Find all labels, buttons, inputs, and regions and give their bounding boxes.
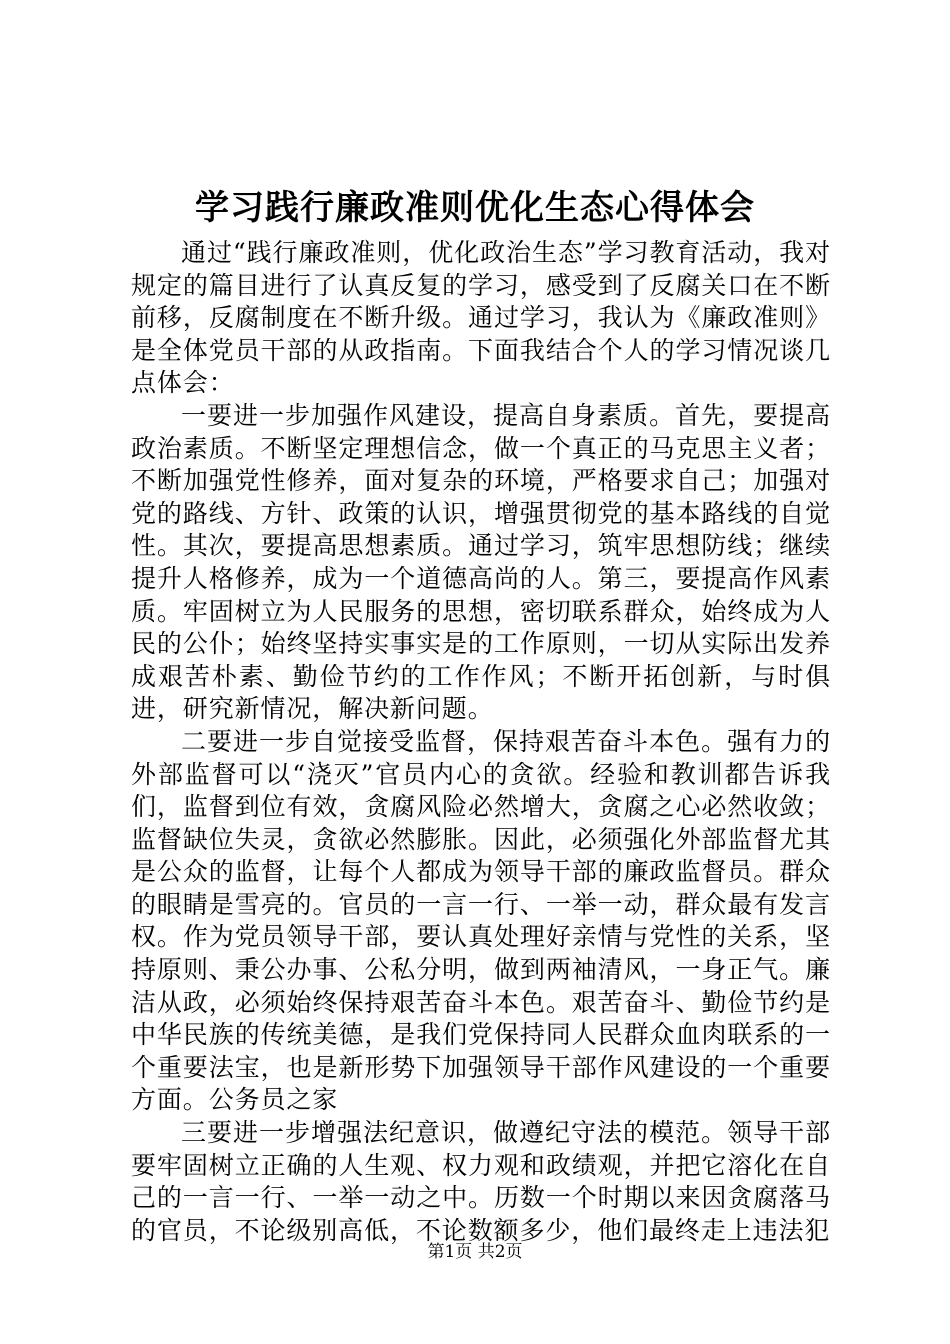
paragraph-point-two: 二要进一步自觉接受监督，保持艰苦奋斗本色。强有力的外部监督可以“浇灭”官员内心的贪欲。经验和教训都告诉我们，监督到位有效，贪腐风险必然增大，贪腐之心必然收敛；监督缺位失灵，贪欲必然膨胀。因此，必须强化外部监督尤其是公众的监督，让每个人都成为领导干部的廉政监督员。群众的眼睛是雪亮的。官员的一言一行、一举一动，群众最有发言权。作为党员领导干部，要认真处理好亲情与党性的关系，坚持原则、秉公办事、公私分明，做到两袖清风，一身正气。廉洁从政，必须始终保持艰苦奋斗本色。艰苦奋斗、勤俭节约是中华民族的传统美德，是我们党保持同人民群众血肉联系的一个重要法宝，也是新形势下加强领导干部作风建设的一个重要方面。公务员之家 <box>131 726 831 1115</box>
document-body <box>131 237 831 1247</box>
page-number-footer: 第1页 共2页 <box>427 1242 523 1262</box>
paragraph-intro: 通过“践行廉政准则，优化政治生态”学习教育活动，我对规定的篇目进行了认真反复的学习，感受到了反腐关口在不断前移，反腐制度在不断升级。通过学习，我认为《廉政准则》是全体党员干部的从政指南。下面我结合个人的学习情况谈几点体会： <box>131 238 831 398</box>
paragraph-point-one: 一要进一步加强作风建设，提高自身素质。首先，要提高政治素质。不断坚定理想信念，做一个真正的马克思主义者；不断加强党性修养，面对复杂的环境，严格要求自己；加强对党的路线、方针、政策的认识，增强贯彻党的基本路线的自觉性。其次，要提高思想素质。通过学习，筑牢思想防线；继续提升人格修养，成为一个道德高尚的人。第三，要提高作风素质。牢固树立为人民服务的思想，密切联系群众，始终成为人民的公仆；始终坚持实事实是的工作原则，一切从实际出发养成艰苦朴素、勤俭节约的工作作风；不断开拓创新，与时俱进，研究新情况，解决新问题。 <box>131 400 831 724</box>
document-title: 学习践行廉政准则优化生态心得体会 <box>195 188 755 228</box>
paragraph-point-three: 三要进一步增强法纪意识，做遵纪守法的模范。领导干部要牢固树立正确的人生观、权力观和政绩观，并把它溶化在自己的一言一行、一举一动之中。历数一个时期以来因贪腐落马的官员，不论级别高低，不论数额多少，他们最终走上违法犯 <box>131 1118 831 1245</box>
